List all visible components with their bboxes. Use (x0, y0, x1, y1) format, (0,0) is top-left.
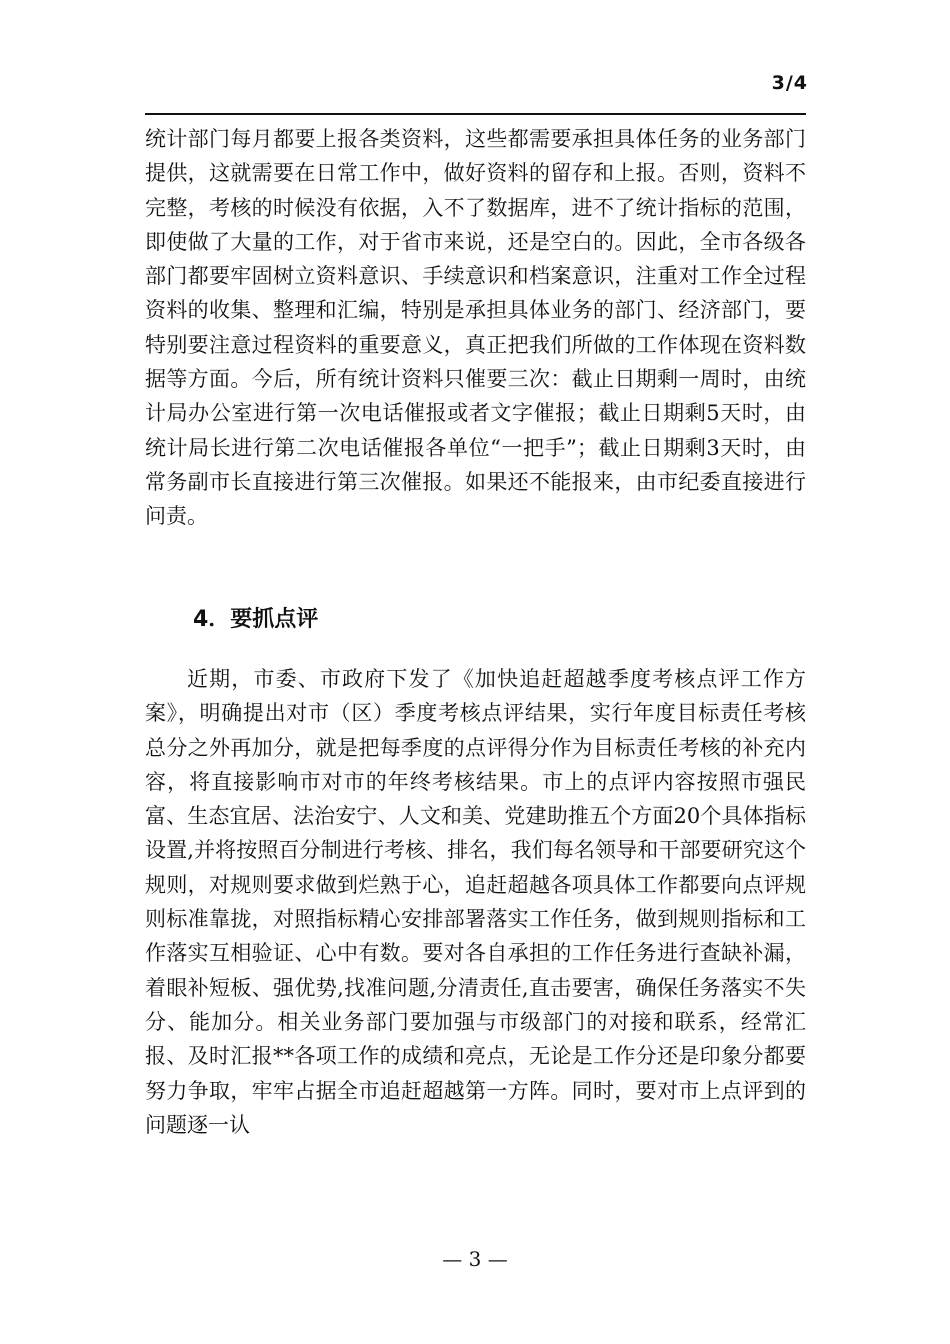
header-rule (145, 113, 806, 115)
body-paragraph: 近期，市委、市政府下发了《加快追赶超越季度考核点评工作方案》，明确提出对市（区）季度考核点评结果，实行年度目标责任考核总分之外再加分，就是把每季度的点评得分作为目标责任考核的补充内容，将直接影响市对市的年终考核结果。市上的点评内容按照市强民富、生态宜居、法治安宁、人文和美、党建助推五个方面20个具体指标设置,并将按照百分制进行考核、排名，我们每名领导和干部要研究这个规则，对规则要求做到烂熟于心，追赶超越各项具体工作都要向点评规则标准靠拢，对照指标精心安排部署落实工作任务，做到规则指标和工作落实互相验证、心中有数。要对各自承担的工作任务进行查缺补漏，着眼补短板、强优势,找准问题,分清责任,直击要害，确保任务落实不失分、能加分。相关业务部门要加强与市级部门的对接和联系，经常汇报、及时汇报**各项工作的成绩和亮点，无论是工作分还是印象分都要努力争取，牢牢占据全市追赶超越第一方阵。同时，要对市上点评到的问题逐一认 (145, 667, 806, 1137)
page-counter: 3/4 (771, 72, 808, 94)
section-heading: 4．要抓点评 (193, 607, 319, 632)
body-paragraph: 统计部门每月都要上报各类资料，这些都需要承担具体任务的业务部门提供，这就需要在日常工作中，做好资料的留存和上报。否则，资料不完整，考核的时候没有依据，入不了数据库，进不了统计指标的范围，即使做了大量的工作，对于省市来说，还是空白的。因此，全市各级各部门都要牢固树立资料意识、手续意识和档案意识，注重对工作全过程资料的收集、整理和汇编，特别是承担具体业务的部门、经济部门，要特别要注意过程资料的重要意义，真正把我们所做的工作体现在资料数据等方面。今后，所有统计资料只催要三次：截止日期剩一周时，由统计局办公室进行第一次电话催报或者文字催报；截止日期剩5天时，由统计局长进行第二次电话催报各单位“一把手”；截止日期剩3天时，由常务副市长直接进行第三次催报。如果还不能报来，由市纪委直接进行问责。 (145, 127, 806, 529)
page-footer-number: — 3 — (442, 1247, 508, 1271)
